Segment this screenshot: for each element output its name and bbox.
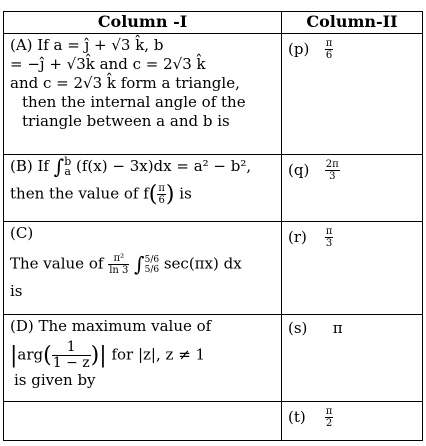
arg-den: 1 − z bbox=[52, 355, 90, 371]
option-p-value bbox=[325, 38, 334, 61]
question-b-prefix: (B) If bbox=[10, 157, 49, 175]
question-d-line-1: (D) The maximum value of bbox=[10, 317, 212, 335]
option-s bbox=[282, 315, 423, 402]
question-b-line-1 bbox=[10, 154, 277, 179]
upper-limit: 5/6 bbox=[144, 254, 160, 265]
option-t-den: 2 bbox=[325, 418, 333, 429]
option-r-value bbox=[325, 226, 334, 249]
option-p-num: π bbox=[325, 38, 333, 49]
option-r-den: 3 bbox=[325, 238, 333, 249]
coef-num: π² bbox=[108, 253, 129, 265]
question-b bbox=[4, 155, 282, 222]
option-t-label: (t) bbox=[288, 407, 306, 426]
table-row bbox=[4, 222, 423, 315]
question-d bbox=[4, 315, 282, 402]
integral-limits bbox=[145, 255, 159, 275]
table-row bbox=[4, 315, 423, 402]
f-arg-num: π bbox=[158, 183, 165, 194]
question-b-line-2-suffix: is bbox=[179, 184, 192, 203]
column-i-header: Column -I bbox=[4, 12, 282, 34]
question-a bbox=[4, 34, 282, 155]
option-p bbox=[282, 34, 423, 155]
question-a-line-2: = −ĵ + √3k̂ and c = 2√3 k̂ bbox=[10, 55, 206, 73]
question-d-condition: for |z|, z ≠ 1 bbox=[111, 345, 206, 364]
option-r bbox=[282, 222, 423, 315]
option-t-value bbox=[325, 406, 334, 429]
question-c-label: (C) bbox=[10, 224, 34, 242]
option-r-label: (r) bbox=[288, 227, 307, 246]
arg-label: arg bbox=[17, 345, 44, 364]
upper-limit: b bbox=[64, 155, 72, 168]
f-argument-fraction bbox=[157, 183, 166, 206]
coefficient-fraction bbox=[108, 253, 129, 276]
option-p-label: (p) bbox=[288, 39, 310, 58]
coef-den: ln 3 bbox=[109, 265, 129, 276]
question-b-expression: (f(x) − 3x)dx = a² − b², bbox=[76, 157, 252, 175]
integral-symbol: ∫ bbox=[134, 252, 145, 276]
option-t bbox=[282, 402, 423, 441]
table-row bbox=[4, 402, 423, 441]
option-q-den: 3 bbox=[329, 171, 336, 182]
lower-limit: a bbox=[64, 165, 71, 178]
option-q-num: 2π bbox=[325, 159, 339, 170]
empty-cell bbox=[4, 402, 282, 441]
table-row bbox=[4, 155, 423, 222]
option-p-den: 6 bbox=[325, 50, 333, 61]
column-ii-header: Column-II bbox=[282, 12, 423, 34]
arg-fraction bbox=[52, 340, 91, 371]
integral-symbol: ∫ bbox=[53, 154, 65, 179]
question-b-line-2: then the value of f( $\frac{\pi}{6}$ ) is bbox=[10, 182, 192, 207]
question-c-expression: sec(πx) dx bbox=[163, 254, 242, 273]
integral-limits bbox=[64, 157, 71, 177]
option-t-num: π bbox=[325, 406, 333, 417]
lower-limit: 5/6 bbox=[144, 264, 160, 275]
option-s-label: (s) bbox=[288, 319, 308, 337]
option-r-num: π bbox=[325, 226, 333, 237]
f-arg-den: 6 bbox=[158, 195, 165, 206]
option-q-label: (q) bbox=[288, 160, 310, 179]
header-row bbox=[4, 12, 423, 34]
question-d-line-2: |arg( $\frac{1}{1 - z}$ )| for |z|, z ≠ 1 bbox=[10, 339, 206, 371]
question-a-line-5: triangle between a and b is bbox=[22, 112, 230, 130]
question-c-prefix: The value of bbox=[10, 254, 104, 273]
option-s-value: π bbox=[332, 319, 343, 337]
question-c-line-3: is bbox=[10, 282, 23, 300]
question-a-line-1: (A) If a = ĵ + √3 k̂, b bbox=[10, 36, 164, 54]
question-a-line-4: then the internal angle of the bbox=[22, 93, 246, 111]
matching-table bbox=[3, 11, 423, 441]
table-row bbox=[4, 34, 423, 155]
question-c-line-2 bbox=[10, 253, 277, 276]
option-q bbox=[282, 155, 423, 222]
option-q-value bbox=[325, 159, 340, 182]
question-b-line-2-prefix: then the value of f bbox=[10, 184, 149, 203]
question-c bbox=[4, 222, 282, 315]
question-a-line-3: and c = 2√3 k̂ form a triangle, bbox=[10, 74, 240, 92]
question-d-line-3: is given by bbox=[14, 371, 96, 389]
arg-num: 1 bbox=[52, 340, 91, 356]
